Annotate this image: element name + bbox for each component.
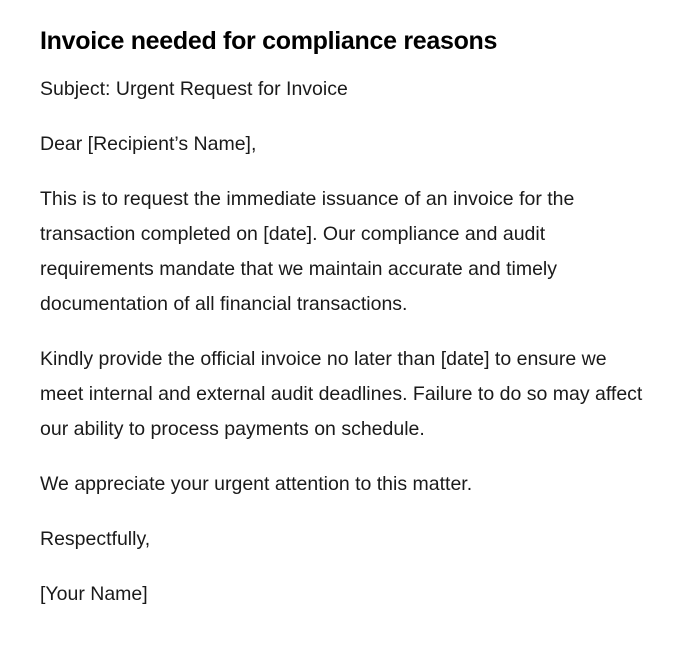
closing: Respectfully, xyxy=(40,528,151,550)
body-paragraph-deadline: Kindly provide the official invoice no later than [date] to ensure we meet internal and external audit deadlines. Failure to do so may affect our ability to process payments on schedule. xyxy=(40,348,643,440)
greeting: Dear [Recipient’s Name], xyxy=(40,133,257,155)
subject-line: Subject: Urgent Request for Invoice xyxy=(40,78,348,100)
body-paragraph-appreciation: We appreciate your urgent attention to this matter. xyxy=(40,473,473,495)
document-title: Invoice needed for compliance reasons xyxy=(40,27,498,55)
body-paragraph-request: This is to request the immediate issuance of an invoice for the transaction completed on [date]. Our compliance and audit requirements mandate that we maintain accurate and timely documentation of all financial transactions. xyxy=(40,188,575,315)
letter-document xyxy=(40,24,655,632)
signature: [Your Name] xyxy=(40,583,148,605)
